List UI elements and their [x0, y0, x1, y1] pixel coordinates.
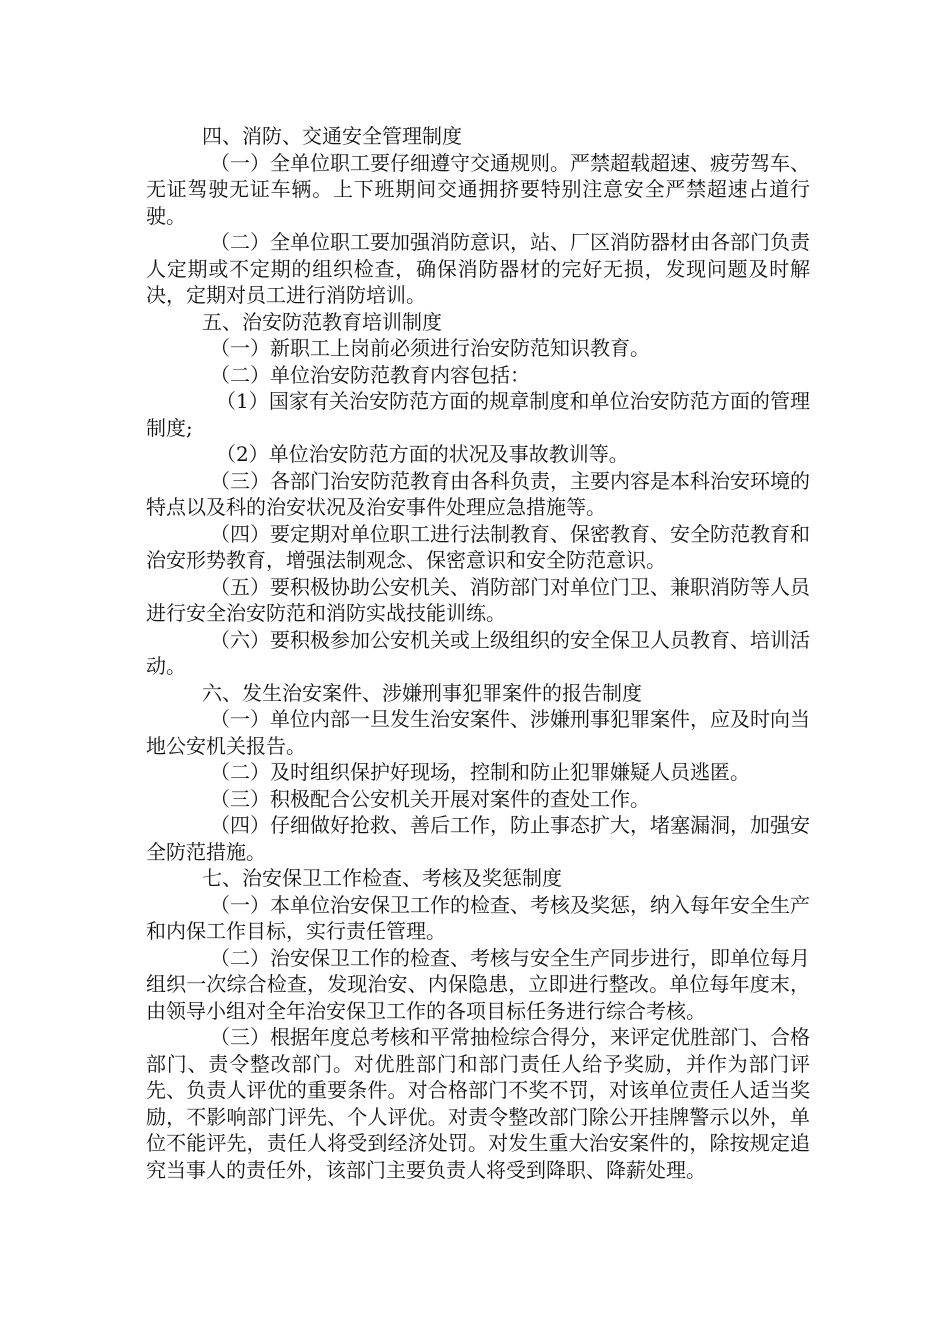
- paragraph: （一）本单位治安保卫工作的检查、考核及奖惩，纳入每年安全生产和内保工作目标，实行责任管理。: [146, 892, 810, 943]
- paragraph: （一）单位内部一旦发生治安案件、涉嫌刑事犯罪案件，应及时向当地公安机关报告。: [146, 707, 810, 758]
- paragraph: （二）及时组织保护好现场，控制和防止犯罪嫌疑人员逃匿。: [210, 760, 750, 784]
- paragraph: （二）全单位职工要加强消防意识，站、厂区消防器材由各部门负责人定期或不定期的组织检查，确保消防器材的完好无损，发现问题及时解决，定期对员工进行消防培训。: [146, 230, 810, 307]
- paragraph: （二）治安保卫工作的检查、考核与安全生产同步进行，即单位每月组织一次综合检查，发现治安、内保隐患，立即进行整改。单位每年度末，由领导小组对全年治安保卫工作的各项目标任务进行综合考核。: [146, 945, 810, 1023]
- section-heading-fire-traffic: 四、消防、交通安全管理制度: [202, 124, 462, 148]
- paragraph: （三）根据年度总考核和平常抽检综合得分，来评定优胜部门、合格部门、责令整改部门。对优胜部门和部门责任人给予奖励，并作为部门评先、负责人评优的重要条件。对合格部门不奖不罚，对该单位责任人适当奖励，不影响部门评先、个人评优。对责令整改部门除公开挂牌警示以外，单位不能评先，责任人将受到经济处罚。对发生重大治安案件的，除按规定追究当事人的责任外，该部门主要负责人将受到降职、降薪处理。: [146, 1025, 810, 1182]
- sub-paragraph: （2）单位治安防范方面的状况及事故教训等。: [216, 442, 629, 466]
- paragraph: （四）仔细做好抢救、善后工作，防止事态扩大，堵塞漏洞，加强安全防范措施。: [146, 813, 810, 864]
- paragraph: （五）要积极协助公安机关、消防部门对单位门卫、兼职消防等人员进行安全治安防范和消防实战技能训练。: [146, 574, 810, 625]
- sub-paragraph: （1）国家有关治安防范方面的规章制度和单位治安防范方面的管理制度;: [146, 389, 810, 440]
- section-heading-case-reporting: 六、发生治安案件、涉嫌刑事犯罪案件的报告制度: [202, 680, 642, 705]
- paragraph: （二）单位治安防范教育内容包括：: [210, 362, 530, 387]
- paragraph: （三）各部门治安防范教育由各科负责，主要内容是本科治安环境的特点以及科的治安状况及治安事件处理应急措施等。: [146, 468, 810, 519]
- paragraph: （三）积极配合公安机关开展对案件的查处工作。: [210, 786, 650, 811]
- paragraph: （四）要定期对单位职工进行法制教育、保密教育、安全防范教育和治安形势教育，增强法制观念、保密意识和安全防范意识。: [146, 521, 810, 572]
- section-heading-security-education: 五、治安防范教育培训制度: [202, 309, 442, 334]
- section-heading-inspection-rewards: 七、治安保卫工作检查、考核及奖惩制度: [202, 866, 562, 890]
- paragraph: （六）要积极参加公安机关或上级组织的安全保卫人员教育、培训活动。: [146, 627, 810, 678]
- document-body: [146, 123, 810, 1183]
- paragraph: （一）新职工上岗前必须进行治安防范知识教育。: [210, 336, 650, 360]
- paragraph: （一）全单位职工要仔细遵守交通规则。严禁超载超速、疲劳驾车、无证驾驶无证车辆。上下班期间交通拥挤要特别注意安全严禁超速占道行驶。: [146, 150, 810, 228]
